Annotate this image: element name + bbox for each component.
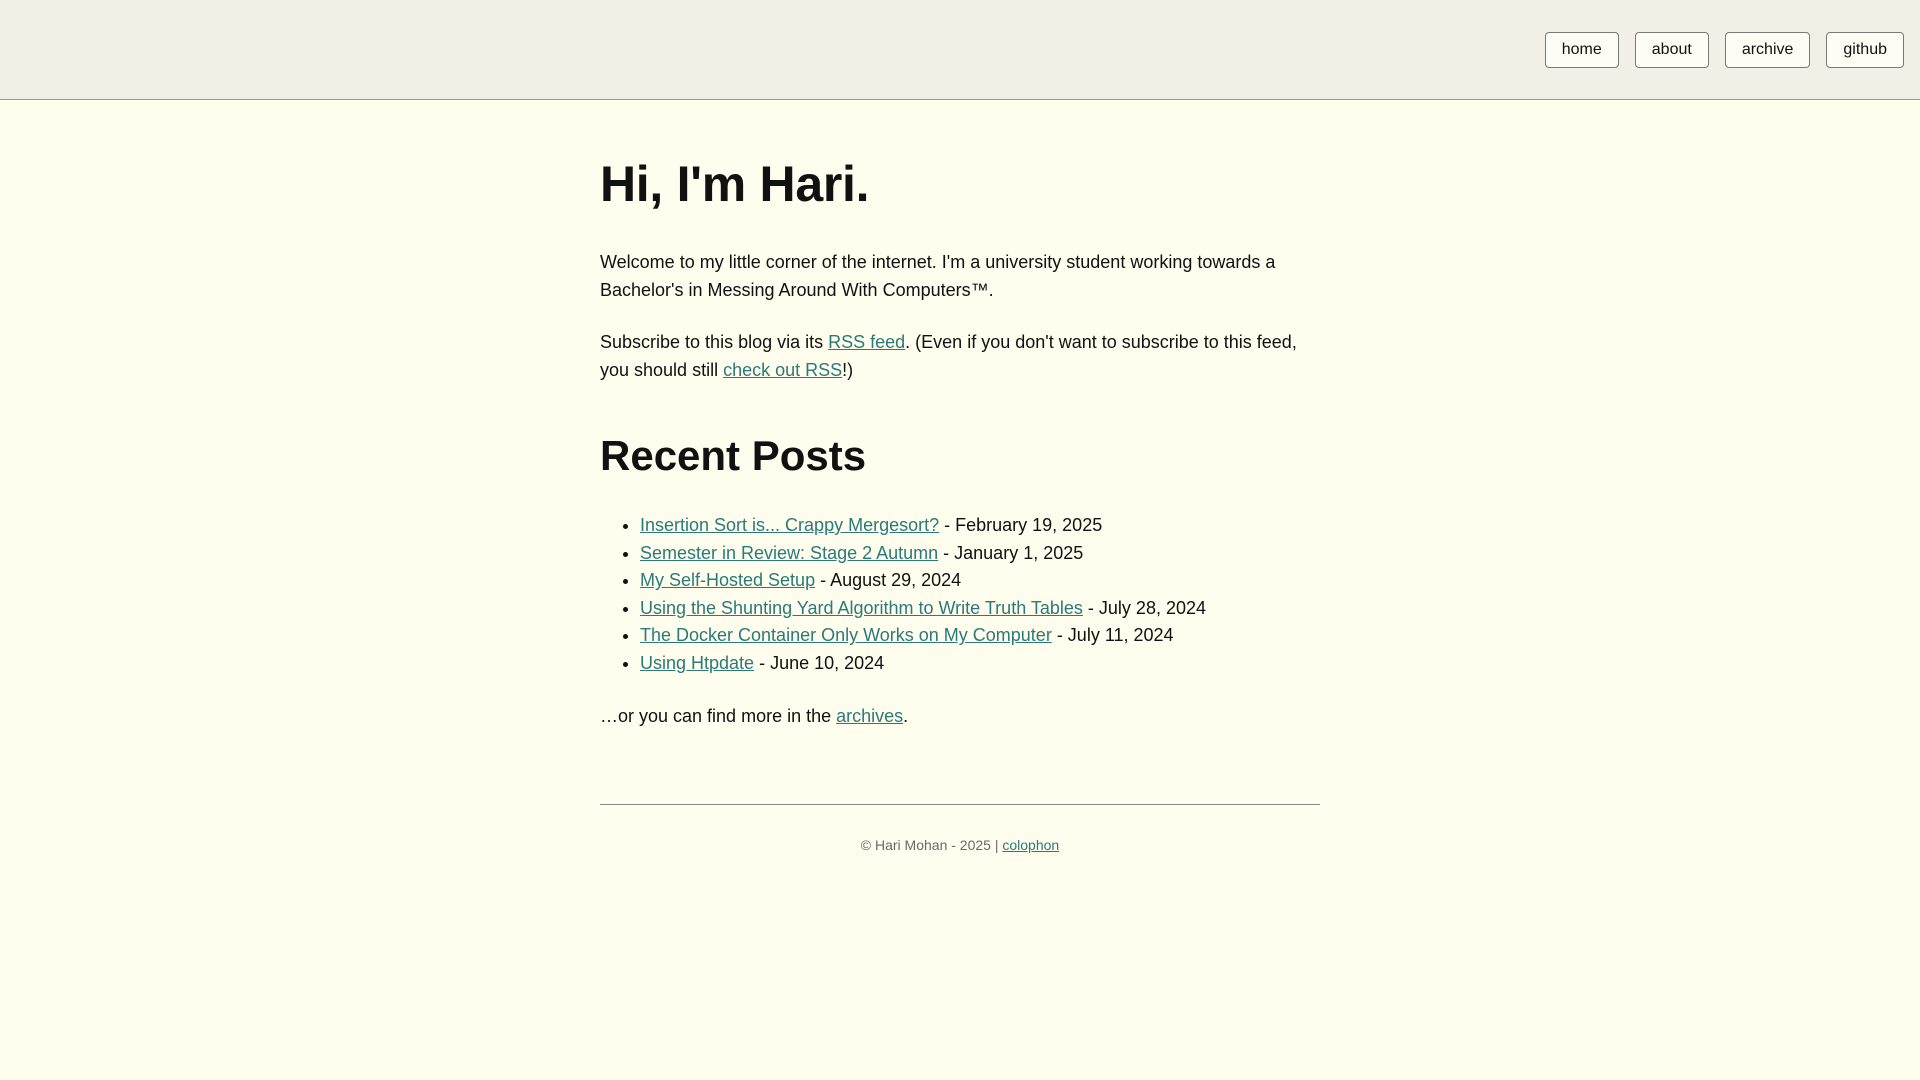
check-out-rss-link[interactable]: check out RSS <box>723 360 843 380</box>
post-link[interactable]: My Self-Hosted Setup <box>640 570 816 591</box>
top-nav <box>1545 32 1904 68</box>
page-title: Hi, I'm Hari. <box>600 156 870 212</box>
post-list-item <box>640 595 1320 623</box>
site-footer <box>600 837 1320 853</box>
post-list-item <box>640 540 1320 568</box>
more-posts-paragraph <box>600 702 1320 730</box>
post-date: - July 11, 2024 <box>1051 625 1174 646</box>
recent-posts-heading: Recent Posts <box>600 432 867 479</box>
subscribe-prefix: Subscribe to this blog via its <box>600 332 829 352</box>
nav-about-button[interactable]: about <box>1635 32 1709 68</box>
post-date: - January 1, 2025 <box>938 542 1084 563</box>
post-date: - February 19, 2025 <box>939 515 1103 535</box>
colophon-link[interactable]: colophon <box>1002 836 1060 853</box>
archives-link[interactable]: archives <box>836 705 904 726</box>
post-link[interactable]: The Docker Container Only Works on My Computer <box>640 625 1052 646</box>
post-date: - August 29, 2024 <box>815 570 962 591</box>
nav-github-button[interactable]: github <box>1826 32 1904 68</box>
post-link[interactable]: Using Htpdate <box>640 652 755 673</box>
main-content <box>600 100 1320 853</box>
post-list-item <box>640 650 1320 678</box>
more-suffix: . <box>903 705 909 726</box>
post-date: - June 10, 2024 <box>754 652 885 673</box>
rss-feed-link[interactable]: RSS feed <box>828 332 906 352</box>
nav-home-button[interactable]: home <box>1545 32 1619 68</box>
subscribe-paragraph <box>600 328 1320 384</box>
post-link[interactable]: Using the Shunting Yard Algorithm to Write Truth Tables <box>640 597 1083 618</box>
post-list-item <box>640 567 1320 595</box>
site-header <box>0 0 1920 100</box>
copyright-text: © Hari Mohan - 2025 | <box>860 836 1003 853</box>
more-prefix: …or you can find more in the <box>600 705 837 726</box>
footer-divider <box>600 804 1320 805</box>
post-list-item <box>640 512 1320 540</box>
intro-paragraph: Welcome to my little corner of the internet. I'm a university student working towards a Bachelor's in Messing Around With Computers™. <box>600 252 1276 300</box>
post-link[interactable]: Semester in Review: Stage 2 Autumn <box>640 542 939 563</box>
post-date: - July 28, 2024 <box>1082 597 1206 618</box>
post-link[interactable]: Insertion Sort is... Crappy Mergesort? <box>640 515 940 535</box>
post-list-item <box>640 622 1320 650</box>
subscribe-suffix: !) <box>842 360 854 380</box>
recent-posts-list <box>600 512 1320 678</box>
nav-archive-button[interactable]: archive <box>1725 32 1811 68</box>
subscribe-middle: . (Even if you don't want to subscribe to this feed, you should still <box>600 332 1297 380</box>
